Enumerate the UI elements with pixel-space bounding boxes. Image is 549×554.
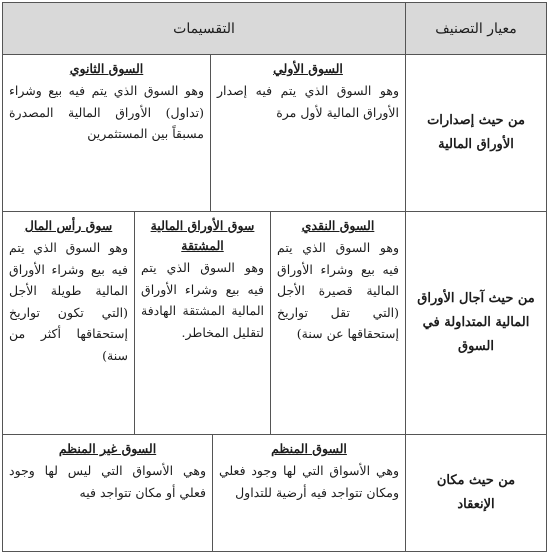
derivatives-market-title: سوق الأوراق المالية المشتقة: [150, 218, 255, 253]
money-market-cell: [270, 211, 406, 435]
secondary-market-cell: [2, 54, 211, 212]
money-market-title: السوق النقدي: [301, 218, 375, 233]
classification-table: [2, 2, 547, 552]
secondary-market-title: السوق الثانوي: [69, 61, 144, 76]
row-venue-criterion-cell: [405, 434, 547, 552]
capital-market-title: سوق رأس المال: [24, 218, 113, 233]
row-venue-criterion: من حيث مكان الإنعقاد: [436, 473, 516, 512]
header-divisions-cell: [2, 2, 406, 55]
header-criterion-label: معيار التصنيف: [435, 20, 517, 37]
primary-market-description: وهو السوق الذي يتم فيه إصدار الأوراق المالية لأول مرة: [217, 83, 399, 120]
organized-market-cell: [212, 434, 406, 552]
unorganized-market-cell: [2, 434, 213, 552]
primary-market-title: السوق الأولي: [273, 61, 343, 76]
organized-market-description: وهي الأسواق التي لها وجود فعلي ومكان تتواجد فيه أرضية للتداول: [219, 463, 399, 500]
capital-market-description: وهو السوق الذي يتم فيه بيع وشراء الأوراق المالية طويلة الأجل (التي تكون تواريخ إستحقاقها أكثر من سنة): [9, 240, 128, 363]
secondary-market-description: وهو السوق الذي يتم فيه بيع وشراء (تداول) الأوراق المالية المصدرة مسبقاً بين المستثمرين: [9, 83, 204, 141]
header-divisions-label: التقسيمات: [173, 20, 235, 37]
capital-market-cell: [2, 211, 135, 435]
header-criterion-cell: [405, 2, 547, 55]
derivatives-market-description: وهو السوق الذي يتم فيه بيع وشراء الأوراق المالية المشتقة الهادفة لتقليل المخاطر.: [141, 260, 264, 340]
money-market-description: وهو السوق الذي يتم فيه بيع وشراء الأوراق المالية قصيرة الأجل (التي تقل تواريخ إستحقاقها عن سنة): [277, 240, 399, 341]
row-issuance-criterion-cell: [405, 54, 547, 212]
row-maturity-criterion-cell: [405, 211, 547, 435]
organized-market-title: السوق المنظم: [271, 441, 347, 456]
primary-market-cell: [210, 54, 406, 212]
row-issuance-criterion: من حيث إصدارات الأوراق المالية: [427, 113, 525, 152]
derivatives-market-cell: [134, 211, 271, 435]
unorganized-market-title: السوق غير المنظم: [58, 441, 157, 456]
row-maturity-criterion: من حيث آجال الأوراق المالية المتداولة في السوق: [417, 291, 535, 354]
unorganized-market-description: وهي الأسواق التي ليس لها وجود فعلي أو مكان تتواجد فيه: [9, 463, 206, 500]
